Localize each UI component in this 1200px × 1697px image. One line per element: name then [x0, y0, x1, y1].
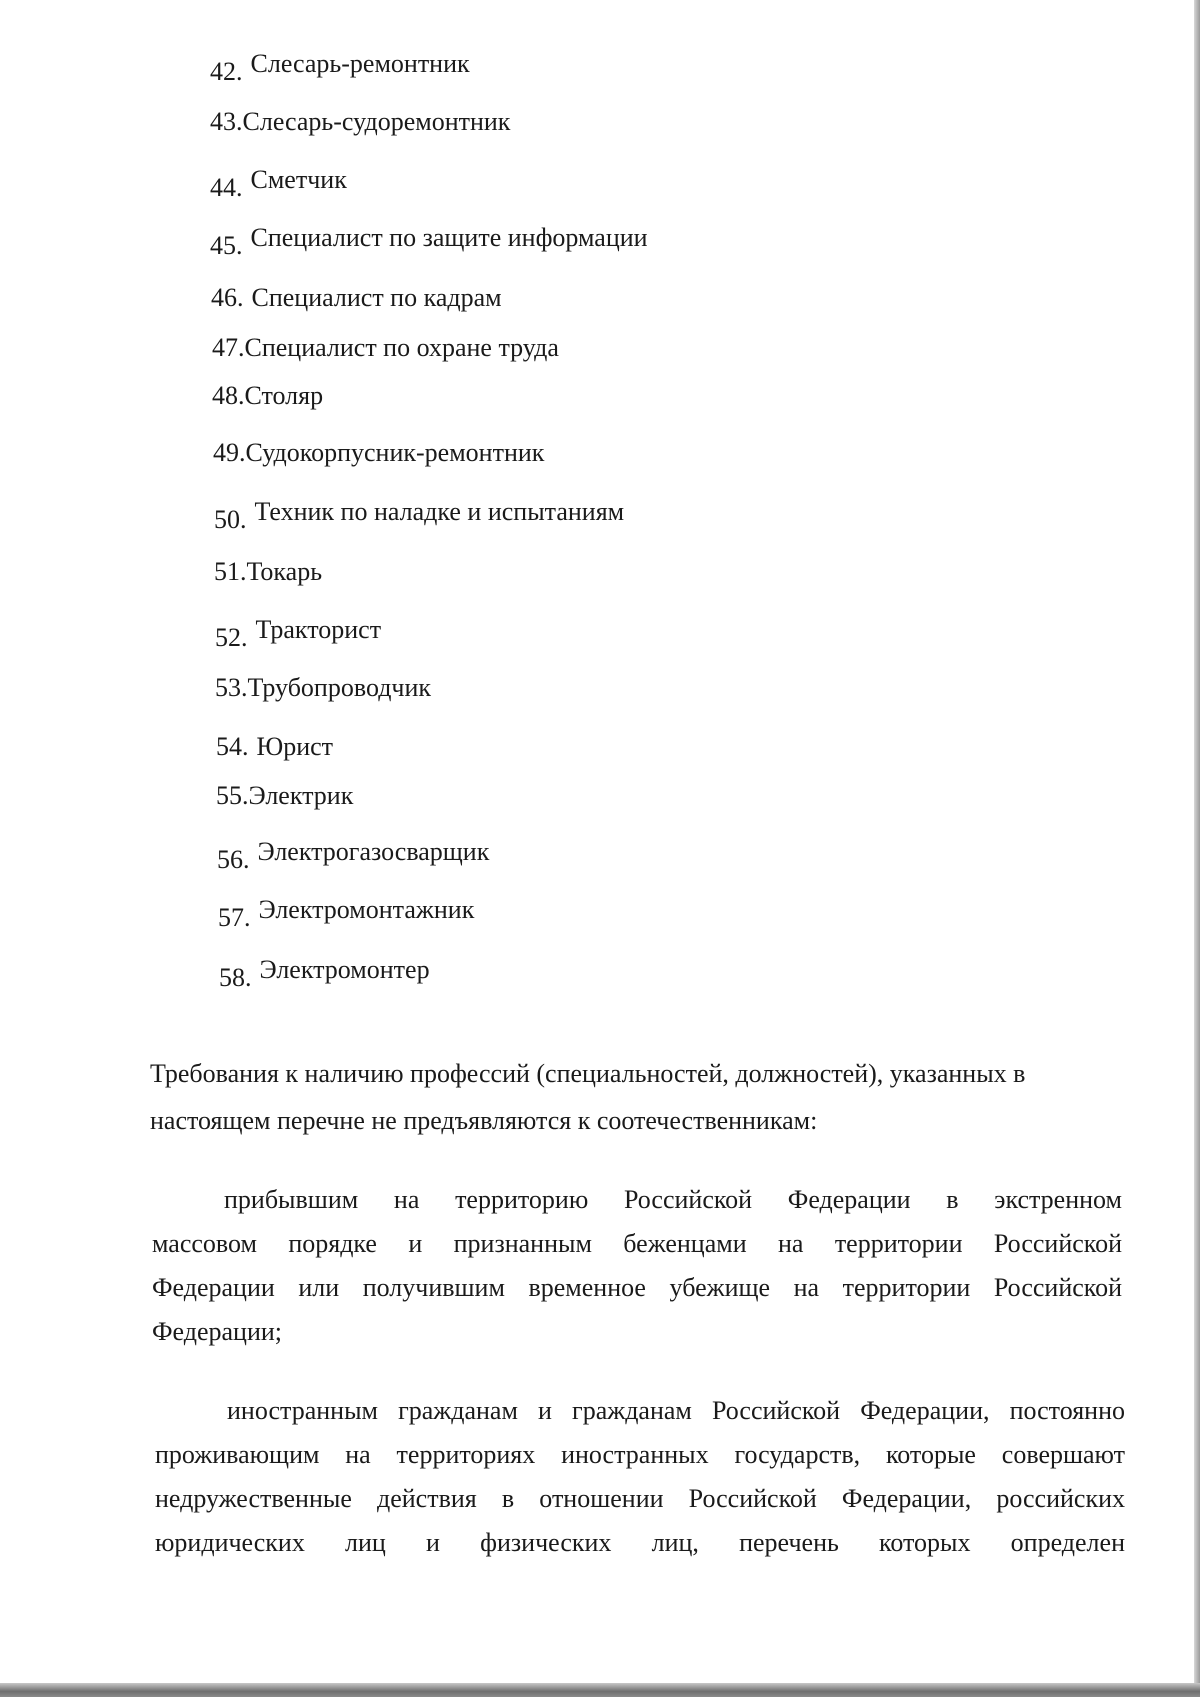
- paragraph-line: массовом порядке и признанным беженцами на территории Российской: [152, 1229, 1122, 1258]
- list-item-number: 54.: [216, 732, 249, 761]
- paragraph-line: иностранным гражданам и гражданам Российской Федерации, постоянно: [227, 1396, 1125, 1425]
- list-item: [218, 894, 475, 932]
- list-item-text: Электромонтажник: [258, 895, 475, 924]
- list-item-text: Судокорпусник-ремонтник: [245, 438, 545, 467]
- list-item: [210, 222, 648, 260]
- list-item: [214, 556, 322, 588]
- list-item-text: Слесарь-ремонтник: [250, 49, 470, 78]
- list-item-number: 47.: [212, 333, 245, 362]
- list-item-number: 55.: [216, 781, 249, 810]
- list-item-text: Токарь: [246, 557, 323, 586]
- list-item-number: 56.: [217, 845, 250, 874]
- scan-edge-bottom: [0, 1683, 1200, 1697]
- list-item: [216, 731, 333, 763]
- list-item: [211, 282, 502, 314]
- paragraph-line: Федерации;: [152, 1317, 283, 1346]
- paragraph-line: Федерации или получившим временное убежище на территории Российской: [152, 1273, 1122, 1302]
- requirements-intro: [150, 1050, 1120, 1144]
- list-item: [216, 780, 353, 812]
- list-item: [210, 106, 510, 138]
- list-item: [215, 614, 382, 652]
- list-item-text: Юрист: [256, 732, 334, 761]
- list-item: [210, 48, 470, 86]
- list-item-number: 53.: [215, 673, 248, 702]
- list-item-text: Электрогазосварщик: [257, 837, 490, 866]
- list-item-number: 50.: [214, 505, 247, 534]
- list-item: [215, 672, 431, 704]
- list-item-number: 43.: [210, 107, 243, 136]
- list-item: [210, 164, 347, 202]
- list-item-number: 57.: [218, 903, 251, 932]
- list-item-number: 48.: [212, 381, 245, 410]
- list-item-text: Специалист по кадрам: [251, 283, 502, 312]
- list-item-text: Трубопроводчик: [247, 673, 432, 702]
- paragraph-line: проживающим на территориях иностранных государств, которые совершают: [155, 1440, 1125, 1469]
- list-item-text: Техник по наладке и испытаниям: [254, 497, 625, 526]
- list-item: [217, 836, 490, 874]
- list-item-text: Сметчик: [250, 165, 347, 194]
- paragraph-foreign-citizens: [155, 1389, 1125, 1565]
- list-item-number: 49.: [213, 438, 246, 467]
- list-item-text: Слесарь-судоремонтник: [242, 107, 511, 136]
- list-item-number: 45.: [210, 231, 243, 260]
- requirements-intro-line: Требования к наличию профессий (специальностей, должностей), указанных в: [150, 1059, 1026, 1088]
- list-item-text: Электрик: [248, 781, 354, 810]
- paragraph-refugees: [152, 1178, 1122, 1354]
- list-item: [212, 332, 559, 364]
- list-item-number: 52.: [215, 623, 248, 652]
- list-item: [214, 496, 625, 534]
- list-item-text: Тракторист: [255, 615, 382, 644]
- list-item-text: Столяр: [244, 381, 324, 410]
- requirements-intro-line: настоящем перечне не предъявляются к соотечественникам:: [150, 1106, 818, 1135]
- list-item-text: Специалист по защите информации: [250, 223, 648, 252]
- list-item-number: 46.: [211, 283, 244, 312]
- list-item-text: Специалист по охране труда: [244, 333, 559, 362]
- list-item-number: 58.: [219, 963, 252, 992]
- paragraph-line: прибывшим на территорию Российской Федерации в экстренном: [224, 1185, 1122, 1214]
- list-item-number: 42.: [210, 57, 243, 86]
- paragraph-line: недружественные действия в отношении Российской Федерации, российских: [155, 1484, 1125, 1513]
- list-item: [219, 954, 430, 992]
- list-item: [213, 437, 544, 469]
- scan-edge-right: [1194, 0, 1200, 1697]
- list-item-text: Электромонтер: [259, 955, 430, 984]
- list-item-number: 51.: [214, 557, 247, 586]
- paragraph-line: юридических лиц и физических лиц, перечень которых определен: [155, 1528, 1125, 1557]
- list-item: [212, 380, 323, 412]
- list-item-number: 44.: [210, 173, 243, 202]
